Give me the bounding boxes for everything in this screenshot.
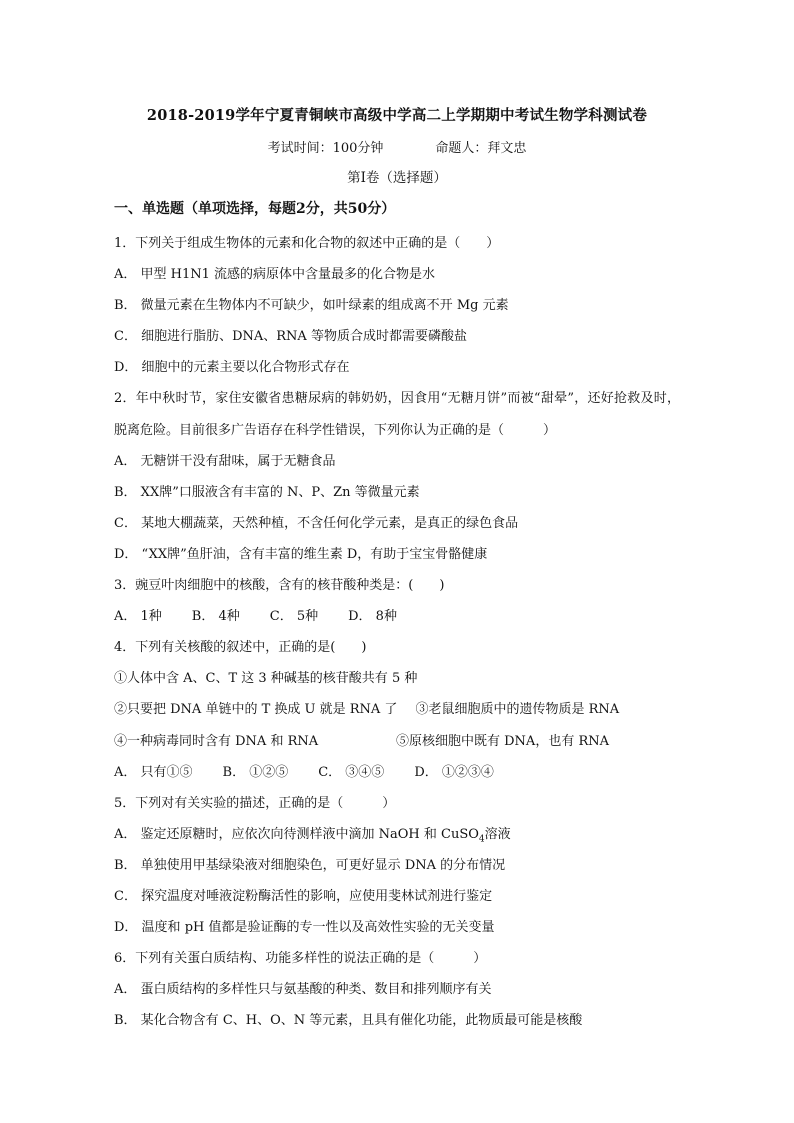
q4-option-c: C． ③④⑤ bbox=[318, 764, 385, 780]
q1-option-d: D． 细胞中的元素主要以化合物形式存在 bbox=[114, 360, 350, 376]
q3-options bbox=[114, 601, 680, 632]
q6-option-a: A． 蛋白质结构的多样性只与氨基酸的种类、数目和排列顺序有关 bbox=[114, 982, 492, 998]
q5-stem: 5．下列对有关实验的描述，正确的是（ ） bbox=[114, 795, 396, 811]
q3-stem: 3．豌豆叶肉细胞中的核酸，含有的核苷酸种类是：( ) bbox=[114, 578, 445, 594]
q4-statement-1: ①人体中含 A、C、T 这 3 种碱基的核苷酸共有 5 种 bbox=[114, 671, 418, 687]
q4-option-a: A． 只有①⑤ bbox=[114, 764, 193, 780]
q4-options bbox=[114, 757, 680, 788]
section-heading: 一、单选题（单项选择，每题2分，共50分） bbox=[114, 201, 396, 217]
exam-author: 命题人：拜文忠 bbox=[435, 141, 527, 156]
q3-option-a: A． 1种 bbox=[114, 609, 162, 625]
question-list bbox=[114, 228, 680, 1036]
volume-heading: 第Ⅰ卷（选择题） bbox=[347, 170, 447, 186]
q5-option-a-text: A． 鉴定还原糖时，应依次向待测样液中滴加 NaOH 和 CuSO bbox=[114, 826, 479, 842]
q2-stem: 2．年中秋时节，家住安徽省患糖尿病的韩奶奶，因食用“无糖月饼”而被“甜晕”，还好抢救及时，脱离危险。目前很多广告语存在科学性错误，下列你认为正确的是（ ） bbox=[114, 391, 680, 438]
q5-option-c: C． 探究温度对唾液淀粉酶活性的影响，应使用斐林试剂进行鉴定 bbox=[114, 888, 493, 904]
q1-stem: 1．下列关于组成生物体的元素和化合物的叙述中正确的是（ ） bbox=[114, 236, 500, 251]
q3-option-b: B． 4种 bbox=[191, 609, 240, 625]
q3-option-d: D． 8种 bbox=[348, 609, 397, 625]
q2-option-d: D． “XX牌”鱼肝油，含有丰富的维生素 D，有助于宝宝骨骼健康 bbox=[114, 546, 488, 562]
q2-option-a: A． 无糖饼干没有甜味，属于无糖食品 bbox=[114, 453, 336, 469]
q2-option-c: C． 某地大棚蔬菜，天然种植，不含任何化学元素，是真正的绿色食品 bbox=[114, 515, 519, 531]
q2-option-b: B． XX牌”口服液含有丰富的 N、P、Zn 等微量元素 bbox=[114, 484, 420, 500]
q1-option-c: C． 细胞进行脂肪、DNA、RNA 等物质合成时都需要磷酸盐 bbox=[114, 329, 467, 345]
exam-title: 2018-2019学年宁夏青铜峡市高级中学高二上学期期中考试生物学科测试卷 bbox=[146, 107, 648, 124]
q5-option-a bbox=[114, 819, 680, 850]
exam-meta bbox=[0, 137, 794, 156]
exam-time: 考试时间：100分钟 bbox=[267, 141, 384, 156]
q5-option-a-subscript: 4 bbox=[478, 834, 485, 845]
q4-option-d: D． ①②③④ bbox=[414, 764, 494, 780]
q4-statement-5: ⑤原核细胞中既有 DNA，也有 RNA bbox=[396, 733, 610, 749]
q5-option-d: D． 温度和 pH 值都是验证酶的专一性以及高效性实验的无关变量 bbox=[114, 920, 495, 936]
q4-statement-2: ②只要把 DNA 单链中的 T 换成 U 就是 RNA 了 bbox=[114, 702, 398, 718]
q3-option-c: C． 5种 bbox=[269, 609, 319, 625]
q5-option-b: B． 单独使用甲基绿染液对细胞染色，可更好显示 DNA 的分布情况 bbox=[114, 857, 506, 873]
q5-option-a-suffix: 溶液 bbox=[484, 826, 511, 842]
q4-stem: 4．下列有关核酸的叙述中，正确的是( ) bbox=[114, 640, 367, 656]
q4-statement-3: ③老鼠细胞质中的遗传物质是 RNA bbox=[415, 702, 620, 718]
q4-statements-4-5 bbox=[114, 726, 680, 757]
q4-option-b: B． ①②⑤ bbox=[222, 764, 289, 780]
q4-statements-2-3 bbox=[114, 694, 680, 725]
q4-statement-4: ④一种病毒同时含有 DNA 和 RNA bbox=[114, 733, 319, 749]
q1-option-b: B． 微量元素在生物体内不可缺少，如叶绿素的组成离不开 Mg 元素 bbox=[114, 298, 509, 314]
q6-stem: 6．下列有关蛋白质结构、功能多样性的说法正确的是（ ） bbox=[114, 951, 487, 967]
q1-option-a: A． 甲型 H1N1 流感的病原体中含量最多的化合物是水 bbox=[114, 267, 436, 283]
q6-option-b: B． 某化合物含有 C、H、O、N 等元素，且具有催化功能，此物质最可能是核酸 bbox=[114, 1013, 583, 1029]
